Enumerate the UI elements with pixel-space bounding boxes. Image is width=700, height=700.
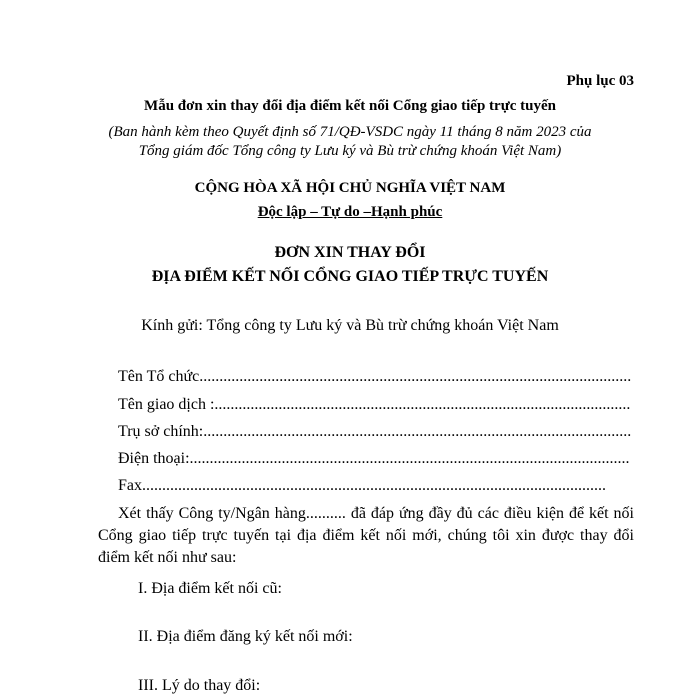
- field-blank: ........................................................................................................: [214, 396, 631, 413]
- issuance-note-line2: Tổng giám đốc Tổng công ty Lưu ký và Bù trừ chứng khoán Việt Nam): [138, 143, 562, 159]
- field-label: Fax: [118, 477, 142, 494]
- recipient-line: Kính gửi: Tổng công ty Lưu ký và Bù trừ chứng khoán Việt Nam: [141, 317, 559, 334]
- field-head-office: [118, 423, 632, 441]
- field-fax: [118, 477, 606, 495]
- field-label: Điện thoại:: [118, 450, 190, 467]
- field-blank: ............................................................................................................: [199, 368, 632, 385]
- national-motto: Độc lập – Tự do –Hạnh phúc: [257, 204, 443, 220]
- field-label: Tên Tổ chức: [118, 368, 200, 385]
- field-label: Tên giao dịch :: [118, 396, 215, 413]
- field-label: Trụ sở chính:: [118, 423, 204, 440]
- document-title-line2: ĐỊA ĐIỂM KẾT NỐI CỔNG GIAO TIẾP TRỰC TUYẾN: [151, 268, 549, 285]
- field-blank: ....................................................................................................................: [142, 477, 606, 494]
- section-old-location: I. Địa điểm kết nối cũ:: [138, 580, 282, 597]
- issuance-note-line1: (Ban hành kèm theo Quyết định số 71/QĐ-VSDC ngày 11 tháng 8 năm 2023 của: [108, 124, 592, 140]
- field-organization-name: [118, 368, 632, 386]
- field-phone: [118, 450, 630, 468]
- form-title: Mẫu đơn xin thay đổi địa điểm kết nối Cổng giao tiếp trực tuyến: [144, 98, 556, 114]
- field-trade-name: [118, 396, 631, 414]
- national-name: CỘNG HÒA XÃ HỘI CHỦ NGHĨA VIỆT NAM: [194, 180, 506, 196]
- section-new-location: II. Địa điểm đăng ký kết nối mới:: [138, 628, 353, 645]
- document-title-line1: ĐƠN XIN THAY ĐỔI: [274, 244, 426, 261]
- field-blank: ..............................................................................................................: [189, 450, 630, 467]
- appendix-label: Phụ lục 03: [566, 73, 634, 89]
- section-reason: III. Lý do thay đổi:: [138, 677, 261, 694]
- body-paragraph: Xét thấy Công ty/Ngân hàng.......... đã đáp ứng đầy đủ các điều kiện để kết nối Cổng giao tiếp trực tuyến tại địa điểm kết nối mới, chúng tôi xin được thay đổi điểm kết nối như sau:: [98, 505, 634, 566]
- field-blank: ...........................................................................................................: [203, 423, 632, 440]
- national-motto-wrap: [0, 204, 700, 221]
